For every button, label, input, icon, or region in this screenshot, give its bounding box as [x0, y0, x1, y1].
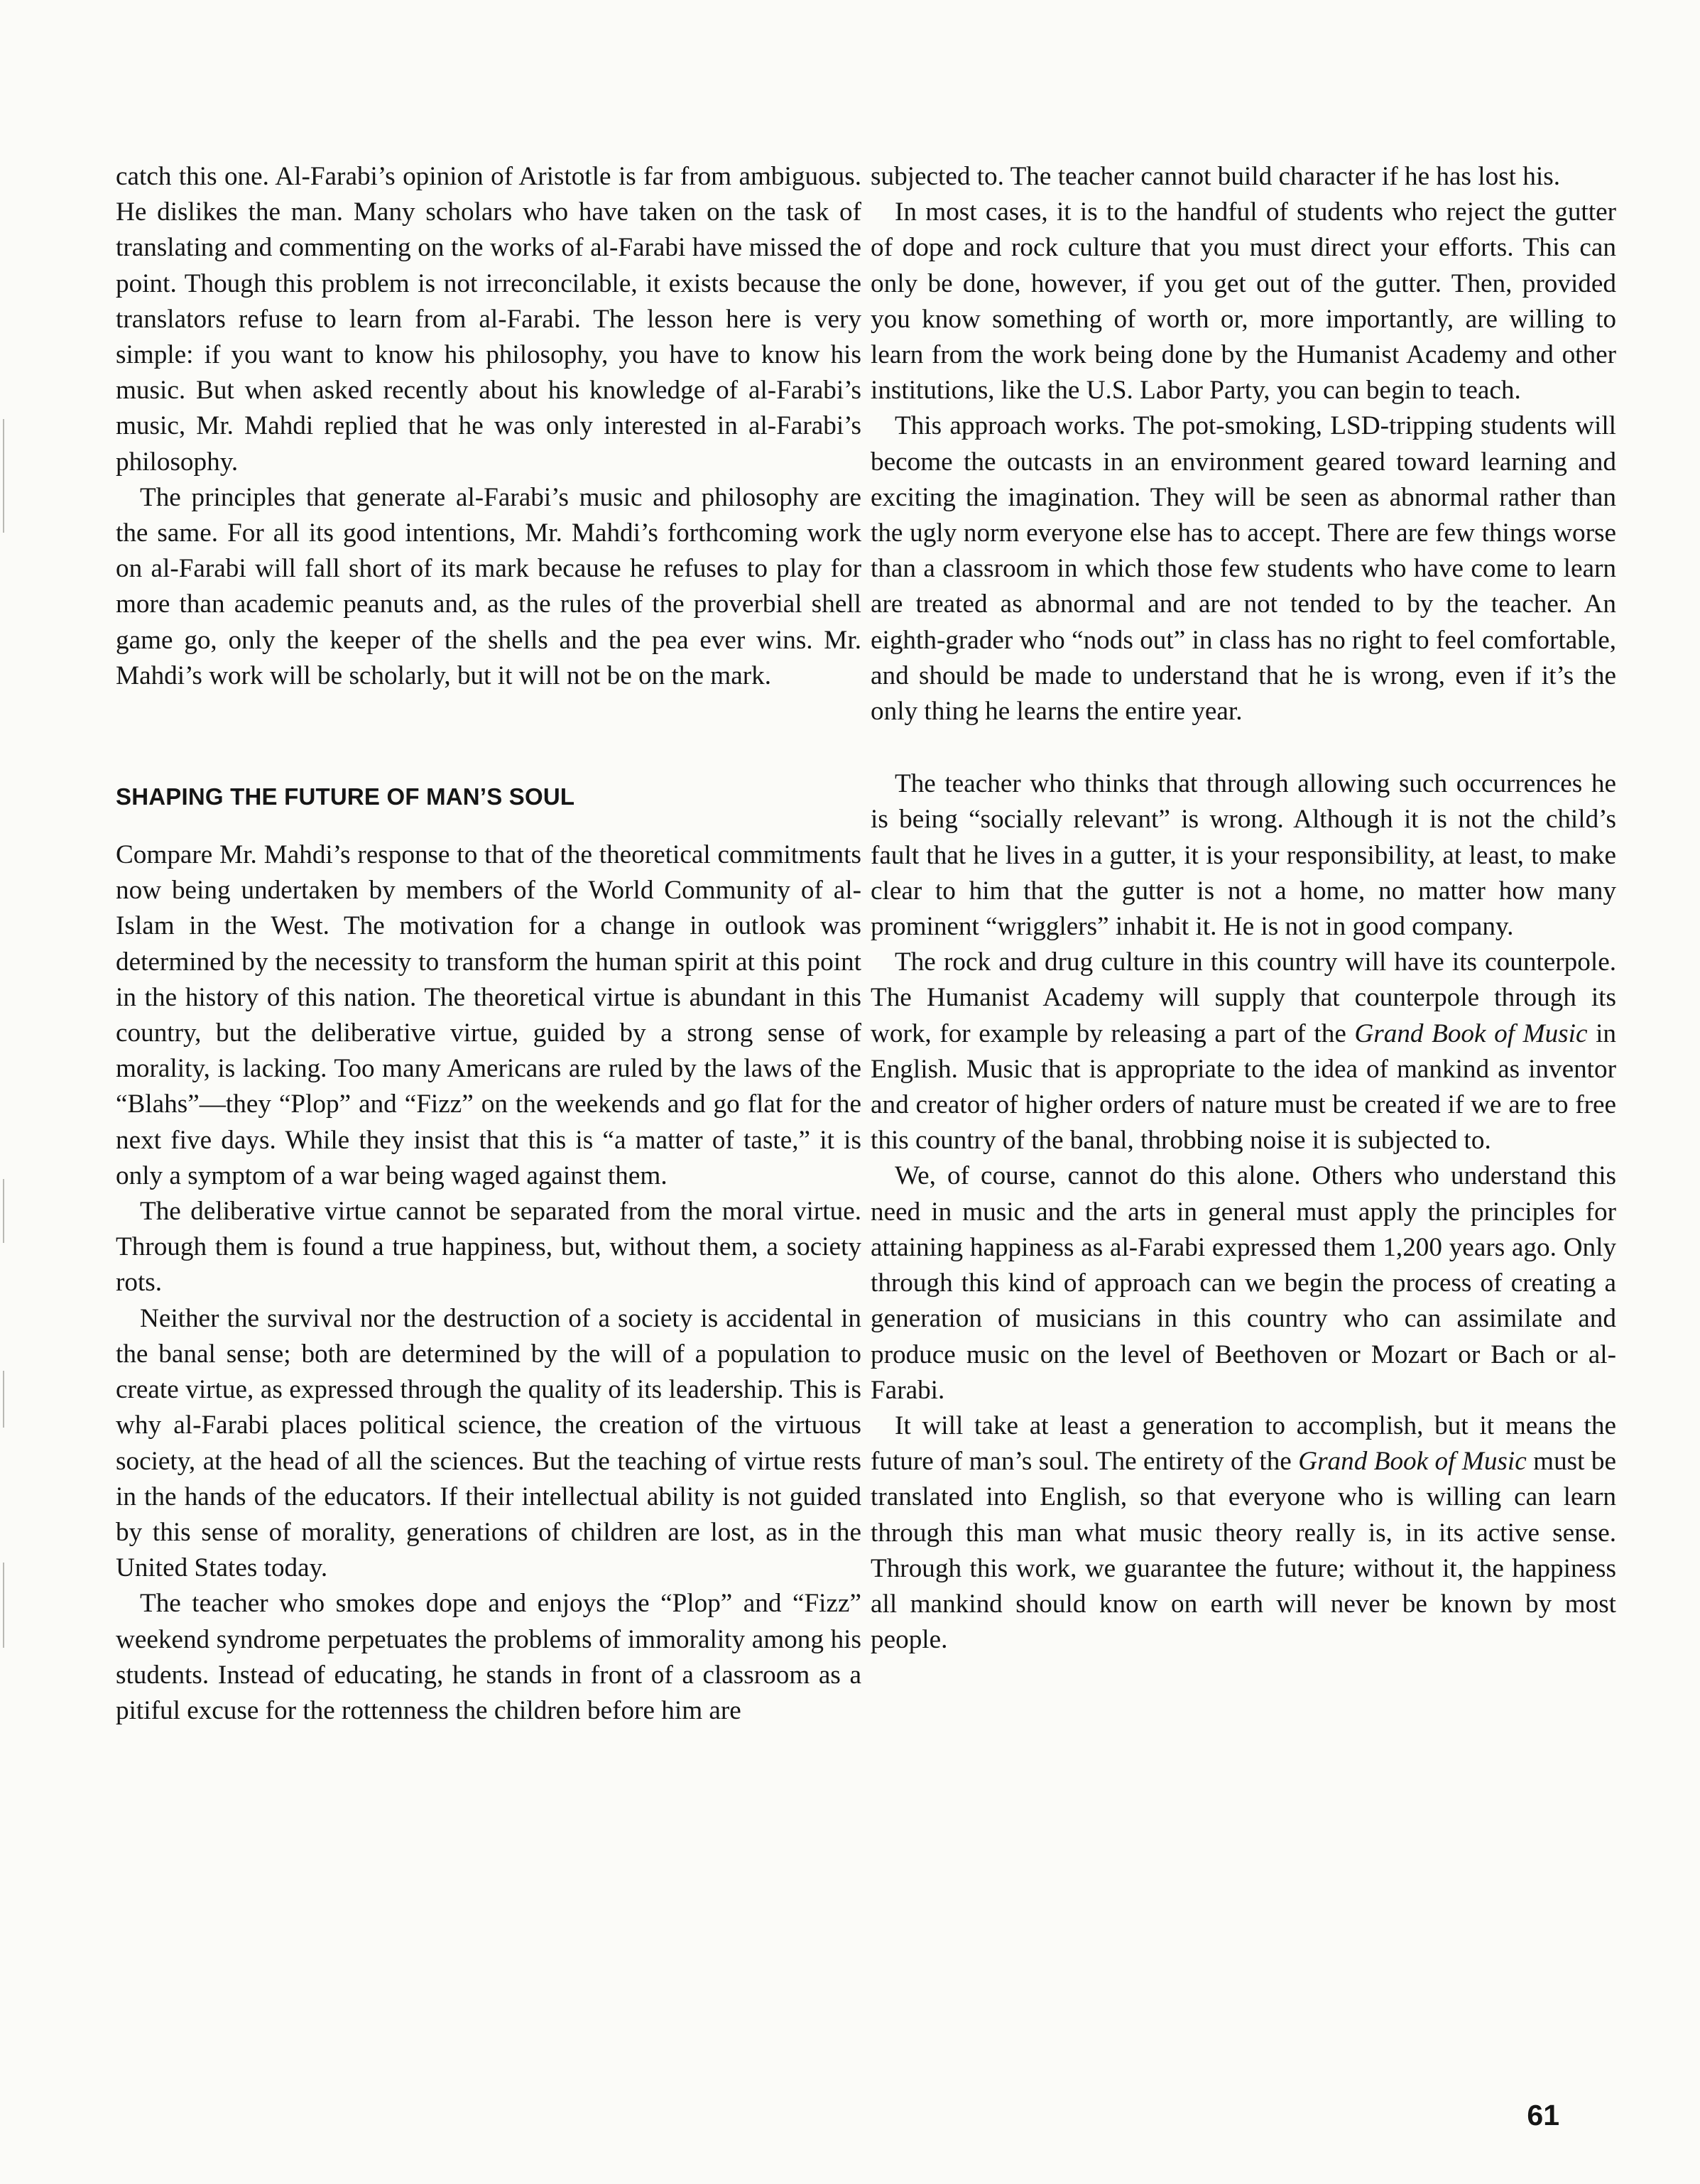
paragraph: In most cases, it is to the handful of students who reject the gutter of dope and rock culture that you must direct your efforts. This can only be done, however, if you get out of the gutter. Then, provided you know something of worth or, more importantly, are willing to learn from the work being done by the Humanist Academy and other institutions, like the U.S. Labor Party, you can begin to teach.	[871, 197, 1616, 406]
left-column	[116, 159, 861, 1729]
text-run: It will take at least a generation to accomplish, but it means the future of man’s soul. The entirety of the	[871, 1411, 1616, 1477]
section-heading: SHAPING THE FUTURE OF MAN’S SOUL	[116, 783, 575, 810]
paragraph: This approach works. The pot-smoking, LSD-tripping students will become the outcasts in an environment geared toward learning and exciting the imagination. They will be seen as abnormal rather than the ugly norm everyone else has to accept. There are few things worse than a classroom in which those few students who have come to learn are treated as abnormal and are not tended to by the teacher. An eighth-grader who “nods out” in class has no right to feel comfortable, and should be made to understand that he is wrong, even if it’s the only thing he learns the entire year.	[871, 411, 1616, 727]
text-run: The rock and drug culture in this country will have its counterpole. The Humanist Academy will supply that counterpole through its work, for example by releasing a part of the	[871, 947, 1616, 1048]
paragraph: The teacher who smokes dope and enjoys the “Plop” and “Fizz” weekend syndrome perpetuates the problems of immorality among his students. Instead of educating, he stands in front of a classroom as a pitiful excuse for the rottenness the children before him are	[116, 1589, 861, 1725]
paragraph: subjected to. The teacher cannot build character if he has lost his.	[871, 162, 1560, 191]
text-run: must be translated into English, so that everyone who is willing can learn through this man what music theory really is, in its active sense. Through this work, we guarantee the future; without it, the happiness all mankind should know on earth will never be known by most people.	[871, 1447, 1616, 1655]
paragraph: We, of course, cannot do this alone. Others who understand this need in music and the arts in general must apply the principles for attaining happiness as al-Farabi expressed them 1,200 years ago. Only through this kind of approach can we begin the process of creating a generation of musicians in this country who can assimilate and produce music on the level of Beethoven or Mozart or Bach or al-Farabi.	[871, 1161, 1616, 1405]
scan-edge-mark	[3, 1179, 4, 1243]
paragraph: catch this one. Al-Farabi’s opinion of Aristotle is far from ambiguous. He dislikes the man. Many scholars who have taken on the task of translating and commenting on the works of al-Farabi have missed the point. Though this problem is not irreconcilable, it exists because the translators refuse to learn from al-Farabi. The lesson here is very simple: if you want to know his philosophy, you have to know his music. But when asked recently about his knowledge of al-Farabi’s music, Mr. Mahdi replied that he was only interested in al-Farabi’s philosophy.	[116, 162, 861, 477]
book-title: Grand Book of Music	[1354, 1018, 1588, 1048]
page-number: 61	[1527, 2099, 1559, 2131]
paragraph: The deliberative virtue cannot be separated from the moral virtue. Through them is found a true happiness, but, without them, a society rots.	[116, 1197, 861, 1298]
scan-edge-mark	[3, 1371, 4, 1428]
scan-edge-mark	[3, 419, 4, 533]
right-column	[871, 159, 1616, 1658]
scan-edge-mark	[3, 1563, 4, 1648]
paragraph: The teacher who thinks that through allowing such occurrences he is being “socially relevant” is wrong. Although it is not the child’s fault that he lives in a gutter, it is your responsibility, at least, to make clear to him that the gutter is not a home, no matter how many prominent “wrigglers” inhabit it. He is not in good company.	[871, 769, 1616, 942]
paragraph: Neither the survival nor the destruction of a society is accidental in the banal sense; both are determined by the will of a population to create virtue, as expressed through the quality of its leadership. This is why al-Farabi places political science, the creation of the virtuous society, at the head of all the sciences. But the teaching of virtue rests in the hands of the educators. If their intellectual ability is not guided by this sense of morality, generations of children are lost, as in the United States today.	[116, 1303, 861, 1583]
paragraph: Compare Mr. Mahdi’s response to that of the theoretical commitments now being undertaken by members of the World Community of al-Islam in the West. The motivation for a change in outlook was determined by the necessity to transform the human spirit at this point in the history of this nation. The theoretical virtue is abundant in this country, but the deliberative virtue, guided by a strong sense of morality, is lacking. Too many Americans are ruled by the laws of the “Blahs”—they “Plop” and “Fizz” on the weekends and go flat for the next five days. While they insist that this is “a matter of taste,” it is only a symptom of a war being waged against them.	[116, 840, 861, 1190]
paragraph	[871, 1408, 1616, 1658]
paragraph: The principles that generate al-Farabi’s music and philosophy are the same. For all its good intentions, Mr. Mahdi’s forthcoming work on al-Farabi will fall short of its mark because he refuses to play for more than academic peanuts and, as the rules of the proverbial shell game go, only the keeper of the shells and the pea ever wins. Mr. Mahdi’s work will be scholarly, but it will not be on the mark.	[116, 482, 861, 690]
text-run: in English. Music that is appropriate to the idea of mankind as inventor and creator of higher orders of nature must be created if we are to free this country of the banal, throbbing noise it is subjected to.	[871, 1018, 1617, 1156]
book-title: Grand Book of Music	[1298, 1447, 1527, 1477]
paragraph	[871, 945, 1616, 1158]
